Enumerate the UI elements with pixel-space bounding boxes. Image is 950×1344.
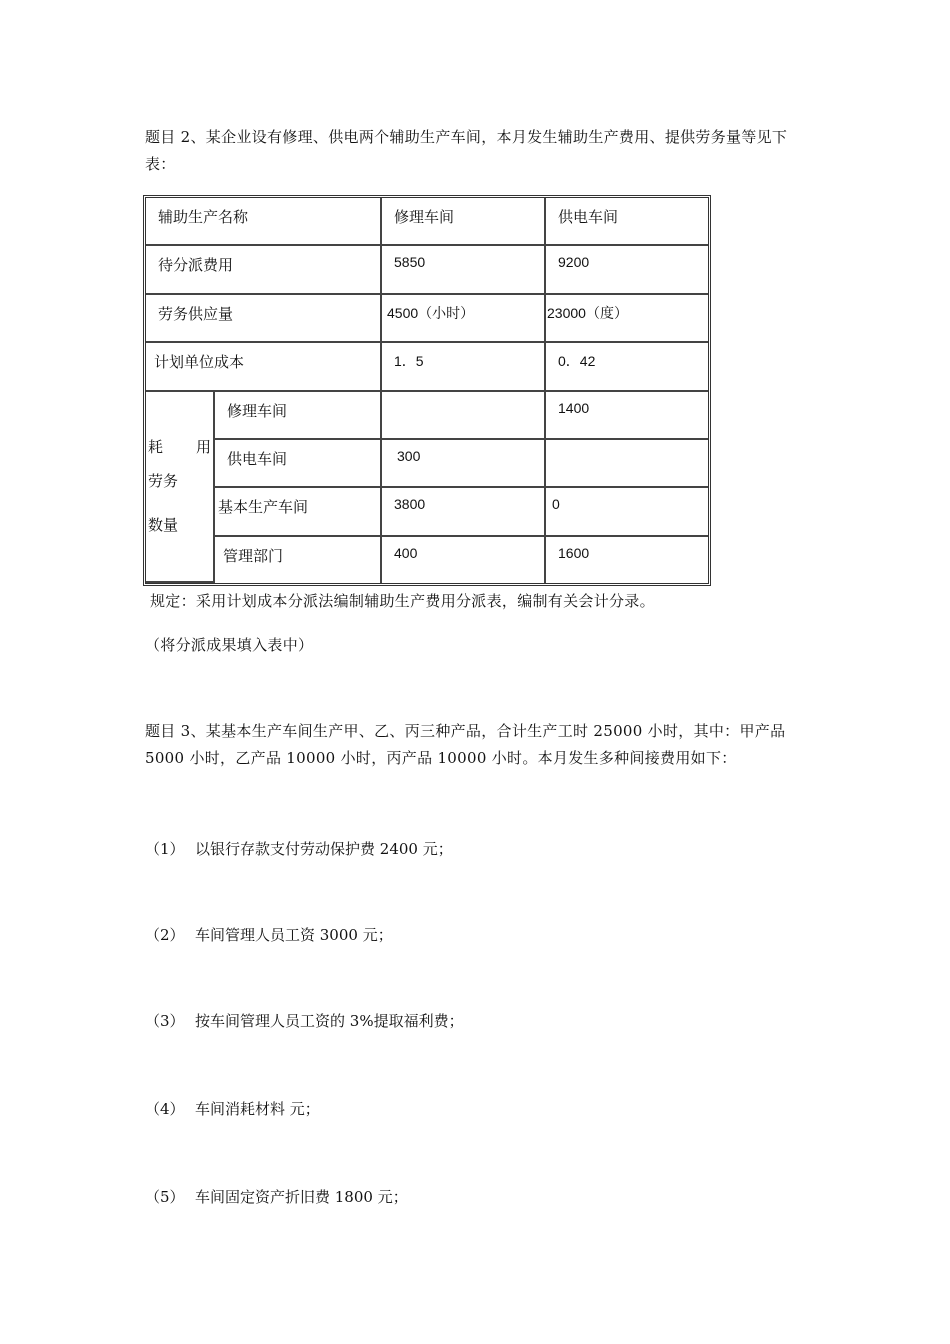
label-part: 数量 <box>148 516 179 535</box>
label-part: 耗 <box>148 438 164 457</box>
item-number: （1） <box>145 840 185 858</box>
table-cell: 劳务供应量 <box>146 295 382 343</box>
list-item <box>145 838 453 859</box>
item-number: （5） <box>145 1188 185 1206</box>
table-cell: 400 <box>382 537 546 583</box>
table-cell: 0 <box>546 488 708 536</box>
table-cell: 300 <box>382 440 546 488</box>
label-part: 劳务 <box>148 472 179 491</box>
table-cell: 修理车间 <box>215 392 382 440</box>
item-text: 按车间管理人员工资的 3%提取福利费； <box>195 1012 464 1030</box>
list-item <box>145 1098 320 1119</box>
table-row <box>146 537 708 583</box>
table-cell <box>546 440 708 488</box>
list-item <box>145 1010 464 1031</box>
q2-requirement: 规定：采用计划成本分派法编制辅助生产费用分派表，编制有关会计分录。 <box>150 592 655 610</box>
table-row <box>146 198 708 246</box>
table-row <box>146 488 708 536</box>
table-row <box>146 392 708 440</box>
table-cell: 1600 <box>558 544 590 561</box>
q2-intro: 题目 2、某企业设有修理、供电两个辅助生产车间，本月发生辅助生产费用、提供劳务量等见下表： <box>145 128 788 173</box>
q2-note: （将分派成果填入表中） <box>145 636 314 654</box>
table-header-cell: 辅助生产名称 <box>146 198 382 246</box>
table-cell: 4500（小时） <box>382 295 546 343</box>
table-cell: 计划单位成本 <box>146 343 382 391</box>
table-cell: 待分派费用 <box>146 246 382 294</box>
table-cell: 3800 <box>382 488 546 536</box>
table-row <box>146 246 708 294</box>
consumption-label-cell <box>146 392 215 584</box>
item-text: 车间消耗材料 元； <box>195 1100 320 1118</box>
table-header-cell: 供电车间 <box>546 198 708 246</box>
table-cell: 供电车间 <box>215 440 382 488</box>
table-cell: 管理部门 <box>215 537 382 583</box>
list-item <box>145 924 393 945</box>
table-cell: 23000（度） <box>546 295 708 343</box>
item-text: 以银行存款支付劳动保护费 2400 元； <box>195 840 453 858</box>
table-row <box>146 440 708 488</box>
table-cell: 基本生产车间 <box>215 488 382 536</box>
table-cell <box>382 392 546 440</box>
table-cell: 9200 <box>546 246 708 294</box>
item-number: （2） <box>145 926 185 944</box>
label-part: 用 <box>195 438 211 457</box>
table-row <box>146 343 708 391</box>
q3-intro: 题目 3、某基本生产车间生产甲、乙、丙三种产品，合计生产工时 25000 小时，其中：甲产品 5000 小时，乙产品 10000 小时，丙产品 10000 小时。本月发生多种间接费用如下： <box>145 722 786 767</box>
allocation-table <box>143 195 711 586</box>
table-header-cell: 修理车间 <box>382 198 546 246</box>
item-number: （4） <box>145 1100 185 1118</box>
table-cell: 5850 <box>382 246 546 294</box>
table-cell: 1400 <box>546 392 708 440</box>
item-text: 车间固定资产折旧费 1800 元； <box>195 1188 408 1206</box>
table-cell: 0．42 <box>546 343 708 391</box>
list-item <box>145 1186 408 1207</box>
item-number: （3） <box>145 1012 185 1030</box>
table-row <box>146 295 708 343</box>
item-text: 车间管理人员工资 3000 元； <box>195 926 393 944</box>
table-cell: 1．5 <box>382 343 546 391</box>
